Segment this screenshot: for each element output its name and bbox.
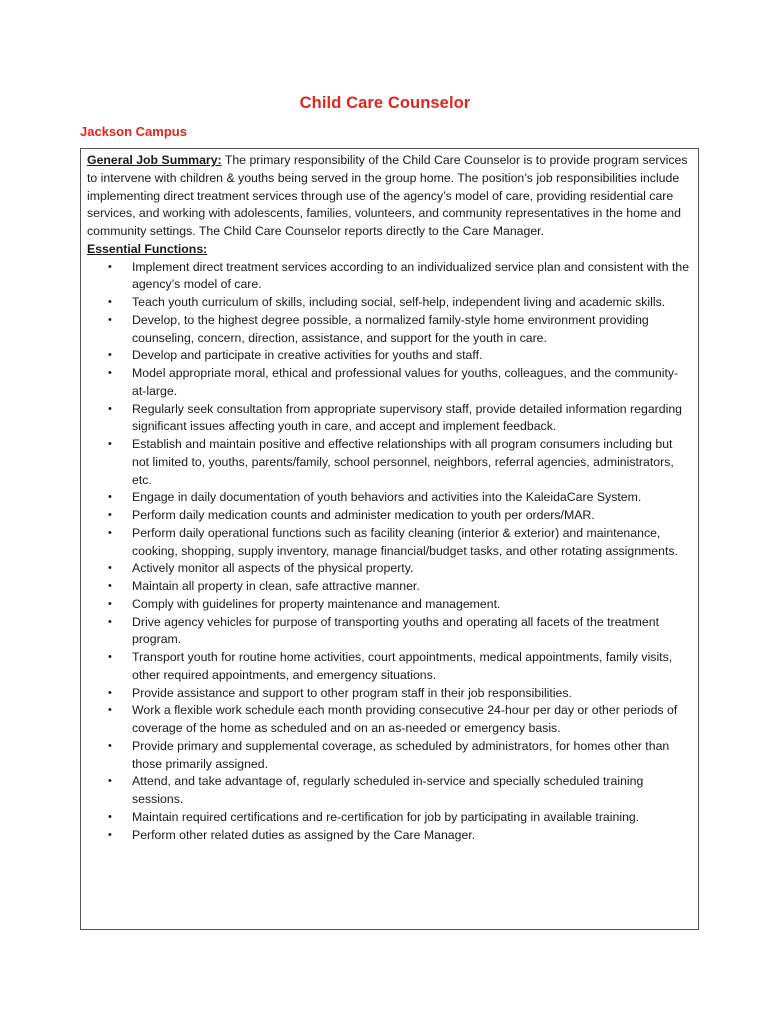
list-item-text: Maintain all property in clean, safe attractive manner. [132,579,420,593]
list-item [87,773,692,809]
list-item-text: Transport youth for routine home activities, court appointments, medical appointments, family visits, other required appointments, and emergency situations. [132,650,673,682]
bullet-icon: • [108,615,112,628]
list-item [87,596,692,614]
list-item [87,560,692,578]
job-description-box [80,148,699,930]
list-item [87,489,692,507]
list-item-text: Actively monitor all aspects of the physical property. [132,561,414,576]
list-item [87,685,692,703]
list-item-text: Engage in daily documentation of youth behaviors and activities into the KaleidaCare System. [132,490,642,505]
list-item-text: Perform daily operational functions such as facility cleaning (interior & exterior) and maintenance, cooking, shopping, supply inventory, manage financial/budget tasks, and other rotating assignments. [132,525,678,558]
bullet-icon: • [108,509,112,521]
list-item [87,702,692,738]
list-item [87,738,692,774]
list-item-text: Provide assistance and support to other program staff in their job responsibilities. [132,685,572,700]
bullet-icon: • [108,828,112,841]
list-item [87,294,692,312]
bullet-icon: • [108,686,112,699]
bullet-icon: • [108,367,112,379]
bullet-icon: • [108,313,112,326]
list-item [87,827,692,845]
list-item-text: Develop and participate in creative activities for youths and staff. [132,348,483,363]
bullet-icon: • [108,651,112,663]
list-item [87,525,692,561]
essential-functions-list [87,259,692,845]
bullet-icon: • [108,296,112,308]
campus-heading: Jackson Campus [80,124,187,139]
list-item [87,809,692,827]
list-item-text: Regularly seek consultation from appropriate supervisory staff, provide detailed information regarding significant issues affecting youth in care, and accept and implement feedback. [132,401,683,434]
bullet-icon: • [108,349,112,362]
summary-label: General Job Summary: [87,153,222,167]
bullet-icon: • [108,402,112,415]
list-item-text: Attend, and take advantage of, regularly scheduled in-service and specially scheduled training sessions. [132,774,644,806]
list-item [87,259,692,295]
list-item-text: Perform daily medication counts and administer medication to youth per orders/MAR. [132,508,595,522]
list-item-text: Implement direct treatment services according to an individualized service plan and consistent with the agency’s model of care. [132,259,690,292]
list-item-text: Maintain required certifications and re-certification for job by participating in available training. [132,809,640,824]
bullet-icon: • [108,704,112,717]
essential-functions-label: Essential Functions: [87,241,208,256]
list-item [87,578,692,596]
list-item-text: Develop, to the highest degree possible, a normalized family-style home environment providing counseling, concern, direction, assistance, and support for the youth in care. [132,312,649,345]
list-item-text: Teach youth curriculum of skills, including social, self-help, independent living and academic skills. [132,295,666,309]
list-item [87,312,692,348]
bullet-icon: • [108,775,112,788]
summary-text: The primary responsibility of the Child Care Counselor is to provide program services to intervene with children & youths being served in the group home. The position’s job responsibilities include implementing direct treatment services through use of the agency’s model of care, providing residential care services, and working with adolescents, families, volunteers, and community representatives in the home and community settings. The Child Care Counselor reports directly to the Care Manager. [87,153,688,238]
list-item-text: Establish and maintain positive and effective relationships with all program consumers including but not limited to, youths, parents/family, school personnel, neighbors, referral agencies, administrators, etc. [132,437,674,487]
bullet-icon: • [108,597,112,610]
list-item-text: Model appropriate moral, ethical and professional values for youths, colleagues, and the community-at-large. [132,366,679,398]
bullet-icon: • [108,580,112,592]
list-item-text: Provide primary and supplemental coverage, as scheduled by administrators, for homes other than those primarily assigned. [132,738,670,771]
list-item-text: Work a flexible work schedule each month providing consecutive 24-hour per day or other periods of coverage of the home as scheduled and on an as-needed or emergency basis. [132,703,678,735]
bullet-icon: • [108,526,112,539]
list-item [87,614,692,650]
list-item [87,436,692,489]
bullet-icon: • [108,810,112,823]
list-item [87,649,692,685]
list-item [87,507,692,525]
page-title: Child Care Counselor [299,94,471,112]
list-item [87,401,692,437]
bullet-icon: • [108,260,112,273]
bullet-icon: • [108,438,112,450]
bullet-icon: • [108,739,112,752]
list-item-text: Comply with guidelines for property maintenance and management. [132,596,501,611]
list-item [87,347,692,365]
job-summary [87,152,692,241]
list-item-text: Perform other related duties as assigned by the Care Manager. [132,827,476,842]
bullet-icon: • [108,491,112,504]
bullet-icon: • [108,562,112,575]
list-item-text: Drive agency vehicles for purpose of transporting youths and operating all facets of the treatment program. [132,614,660,647]
list-item [87,365,692,401]
